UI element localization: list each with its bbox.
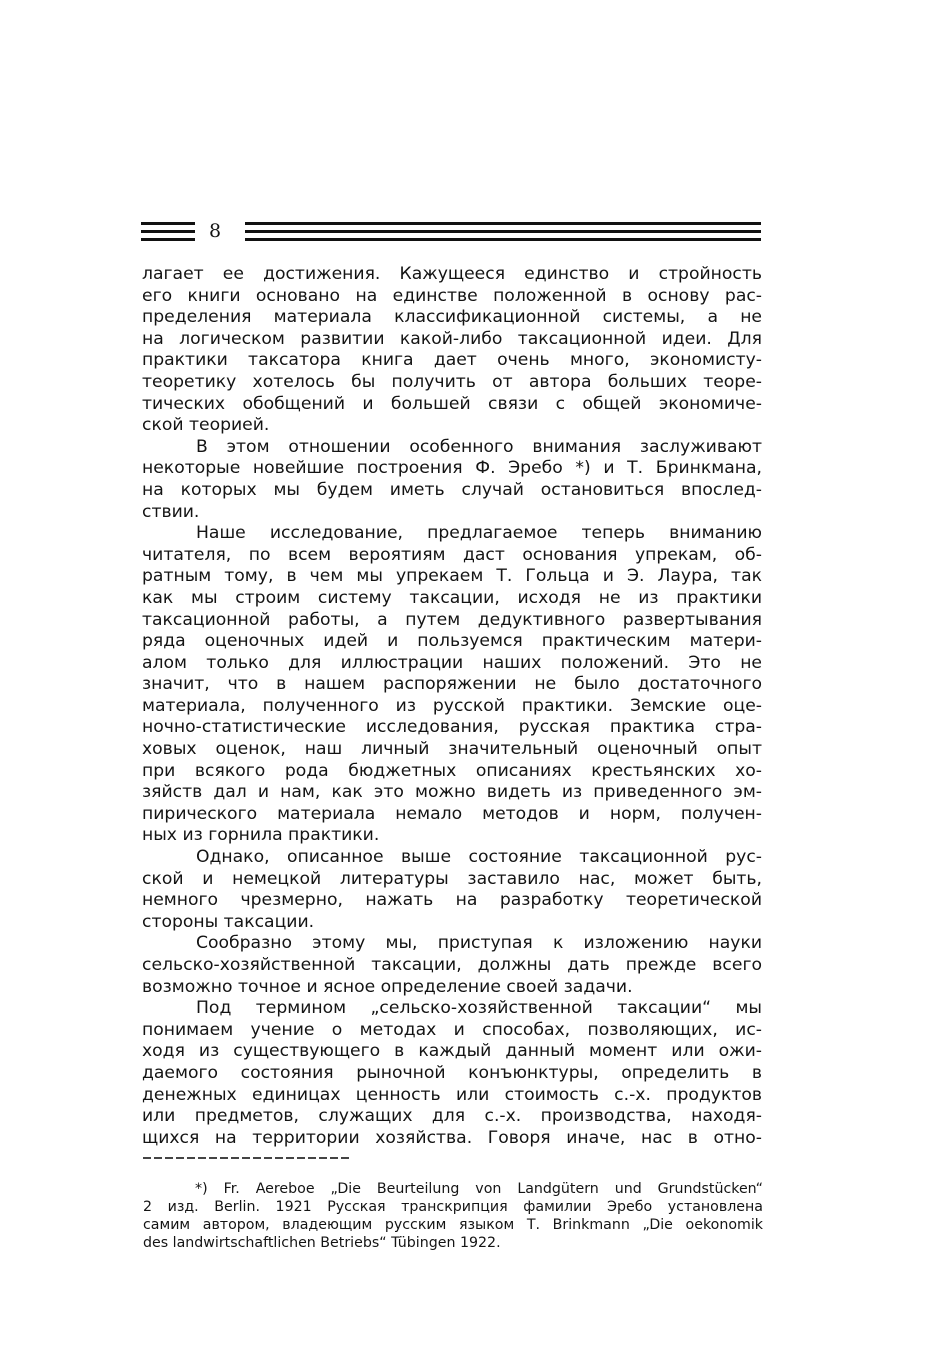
text-line: тических обобщений и большей связи с общей экономиче- — [142, 393, 762, 414]
footnote — [143, 1180, 763, 1252]
text-line: при всякого рода бюджетных описаниях крестьянских хо- — [142, 760, 762, 781]
text-line: ходя из существующего в каждый данный момент или ожи- — [142, 1041, 762, 1062]
text-line: возможно точное и ясное определение своей задачи. — [142, 976, 633, 997]
text-line: материала, полученного из русской практики. Земские оце- — [142, 695, 762, 716]
text-line: практики таксатора книга дает очень много, экономисту- — [142, 350, 762, 371]
footnote-line: *) Fr. Aereboe „Die Beurteilung von Landgütern und Grundstücken“ — [195, 1181, 763, 1197]
text-line: пирического материала немало методов и норм, получен- — [142, 803, 762, 824]
paragraph — [142, 437, 762, 523]
page-header — [141, 219, 761, 245]
text-line: Наше исследование, предлагаемое теперь вниманию — [196, 523, 762, 544]
text-line: его книги основано на единстве положенной в основу рас- — [142, 285, 762, 306]
header-rule-right — [245, 222, 761, 242]
paragraph — [142, 998, 762, 1149]
text-line: В этом отношении особенного внимания заслуживают — [196, 436, 762, 457]
text-line: ных из горнила практики. — [142, 825, 380, 846]
text-line: ствии. — [142, 501, 200, 522]
text-line: или предметов, служащих для с.-х. производства, находя- — [142, 1106, 762, 1127]
text-line: лагает ее достижения. Кажущееся единство и стройность — [142, 264, 762, 284]
text-line: Сообразно этому мы, приступая к изложению науки — [196, 933, 762, 954]
text-line: некоторые новейшие построения Ф. Эребо *) и Т. Бринкмана, — [142, 458, 762, 479]
text-line: таксационной работы, а путем дедуктивного развертывания — [142, 609, 762, 630]
text-line: на которых мы будем иметь случай остановиться впослед- — [142, 479, 762, 500]
header-rule-left — [141, 222, 195, 242]
text-line: значит, что в нашем распоряжении не было достаточного — [142, 674, 762, 695]
text-line: ратным тому, в чем мы упрекаем Т. Гольца и Э. Лаура, так — [142, 566, 762, 587]
text-line: ночно-статистические исследования, русская практика стра- — [142, 717, 762, 738]
footnote-line: des landwirtschaftlichen Betriebs“ Tübingen 1922. — [143, 1235, 501, 1251]
text-line: читателя, по всем вероятиям даст основания упрекам, об- — [142, 544, 762, 565]
text-line: Под термином „сельско-хозяйственной таксации“ мы — [196, 998, 762, 1019]
text-line: денежных единицах ценность или стоимость с.-х. продуктов — [142, 1084, 762, 1105]
footnote-line: самим автором, владеющим русским языком Т. Brinkmann „Die oekonomik — [143, 1217, 763, 1233]
text-line: стороны таксации. — [142, 911, 315, 932]
text-line: пределения материала классификационной системы, а не — [142, 307, 762, 328]
paragraph — [142, 264, 762, 437]
text-line: немного чрезмерно, нажать на разработку теоретической — [142, 890, 762, 911]
text-line: ховых оценок, наш личный значительный оценочный опыт — [142, 739, 762, 760]
paragraph — [142, 523, 762, 847]
text-line: даемого состояния рыночной конъюнктуры, определить в — [142, 1062, 762, 1083]
text-line: на логическом развитии какой-либо таксационной идеи. Для — [142, 328, 762, 349]
paragraph — [142, 847, 762, 933]
text-line: зяйств дал и нам, как это можно видеть из приведенного эм- — [142, 782, 762, 803]
text-line: ряда оценочных идей и пользуемся практическим матери- — [142, 631, 762, 652]
text-line: ской и немецкой литературы заставило нас, может быть, — [142, 868, 762, 889]
text-line: сельско-хозяйственной таксации, должны дать прежде всего — [142, 955, 762, 975]
footnote-separator — [143, 1157, 349, 1159]
text-line: алом только для иллюстрации наших положений. Это не — [142, 652, 762, 673]
text-line: ской теорией. — [142, 415, 270, 436]
footnote-line: 2 изд. Berlin. 1921 Русская транскрипция фамилии Эребо установлена — [143, 1199, 763, 1215]
text-line: теоретику хотелось бы получить от автора больших теоре- — [142, 371, 762, 392]
paragraph — [142, 933, 762, 998]
page-number: 8 — [209, 220, 222, 242]
text-line: понимаем учение о методах и способах, позволяющих, ис- — [142, 1019, 762, 1040]
text-line: Однако, описанное выше состояние таксационной рус- — [196, 847, 762, 868]
text-line: как мы строим систему таксации, исходя не из практики — [142, 587, 762, 608]
text-line: щихся на территории хозяйства. Говоря иначе, нас в отно- — [142, 1127, 762, 1148]
main-text — [142, 264, 762, 1149]
